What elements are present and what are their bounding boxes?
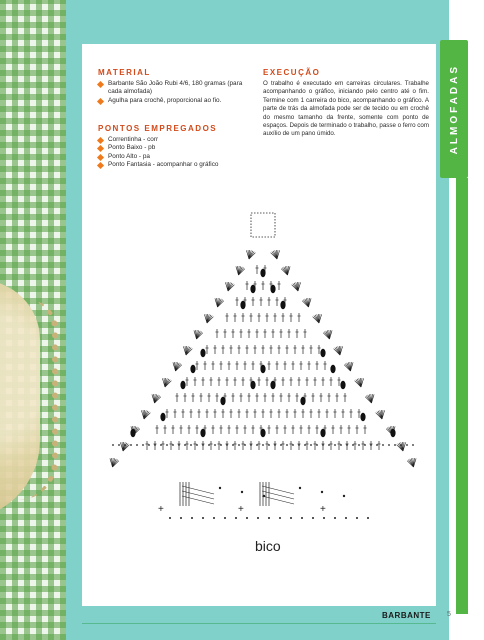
chain-dot <box>412 444 414 446</box>
picot-diagonal <box>182 491 214 499</box>
bobble-stitch <box>320 429 325 437</box>
chain-dot <box>382 444 384 446</box>
pontos-item <box>98 136 258 144</box>
chain-dot <box>219 487 221 489</box>
chain-dot <box>292 444 294 446</box>
crochet-pillow-edge <box>18 300 58 500</box>
material-heading: MATERIAL <box>98 68 151 77</box>
bobble-stitch <box>180 381 185 389</box>
chain-dot <box>180 517 182 519</box>
chain-dot <box>274 444 276 446</box>
plus-mark: + <box>158 504 164 515</box>
pontos-item <box>98 161 258 169</box>
material-item-text: Barbante São João Rubi 4/6, 180 gramas (para cada almofada) <box>108 80 243 96</box>
chain-dot <box>235 517 237 519</box>
chain-dot <box>358 444 360 446</box>
pontos-heading: PONTOS EMPREGADOS <box>98 124 218 133</box>
execucao-paragraph: O trabalho é executado em carreiras circulares. Trabalhe acompanhando o gráfico, iniciando pelo centro até o fim. Termine com 1 carreira do bico, acompanhando o gráfico. A parte de trás da almofada pode ser de tecido ou em crochê do mesmo tamanho da frente, somente com ponto de espaços. Depois de terminado o trabalho, passe o ferro com auxílio de um pano úmido. <box>263 80 429 138</box>
chain-dot <box>232 444 234 446</box>
picot-diagonal <box>182 486 214 494</box>
chain-dot <box>394 444 396 446</box>
chain-dot <box>190 444 192 446</box>
picot-diagonal <box>262 486 294 494</box>
bico-caption: bico <box>255 538 281 554</box>
chain-dot <box>299 487 301 489</box>
execucao-heading: EXECUÇÃO <box>263 68 321 77</box>
chain-dot <box>321 491 323 493</box>
chain-dot <box>184 444 186 446</box>
chain-dot <box>268 517 270 519</box>
chain-dot <box>316 444 318 446</box>
chain-dot <box>400 444 402 446</box>
chain-dot <box>169 517 171 519</box>
bobble-stitch <box>250 381 255 389</box>
bullet-icon <box>97 137 104 144</box>
bobble-stitch <box>260 429 265 437</box>
bobble-stitch <box>260 269 265 277</box>
bullet-icon <box>97 162 104 169</box>
bobble-stitch <box>280 301 285 309</box>
chain-dot <box>268 444 270 446</box>
footer-brand: BARBANTE <box>382 611 431 620</box>
bobble-stitch <box>270 285 275 293</box>
chain-dot <box>226 444 228 446</box>
bullet-icon <box>97 145 104 152</box>
chain-dot <box>136 444 138 446</box>
chain-dot <box>323 517 325 519</box>
chain-dot <box>367 517 369 519</box>
material-item <box>98 97 248 105</box>
chain-dot <box>340 444 342 446</box>
material-item <box>98 80 248 97</box>
chain-dot <box>262 444 264 446</box>
bullet-icon <box>97 81 104 88</box>
bico-diagram <box>150 476 370 524</box>
bobble-stitch <box>130 429 135 437</box>
bobble-stitch <box>240 301 245 309</box>
bobble-stitch <box>200 349 205 357</box>
section-tab-label: ALMOFADAS <box>448 63 460 155</box>
chain-dot <box>213 517 215 519</box>
pontos-item-text: Ponto Alto - pa <box>108 152 150 160</box>
chain-dot <box>202 517 204 519</box>
chain-dot <box>241 491 243 493</box>
chain-dot <box>356 517 358 519</box>
chain-dot <box>345 517 347 519</box>
bobble-stitch <box>340 381 345 389</box>
chain-dot <box>214 444 216 446</box>
footer-rule <box>82 623 436 624</box>
chain-dot <box>352 444 354 446</box>
bobble-stitch <box>330 365 335 373</box>
pontos-item <box>98 153 258 161</box>
bobble-stitch <box>190 365 195 373</box>
material-list <box>98 80 248 105</box>
bobble-stitch <box>390 429 395 437</box>
chain-dot <box>208 444 210 446</box>
bullet-icon <box>97 98 104 105</box>
chain-dot <box>388 444 390 446</box>
pontos-item-text: Ponto Baixo - pb <box>108 144 156 152</box>
chain-dot <box>238 444 240 446</box>
chain-dot <box>148 444 150 446</box>
chain-dot <box>220 444 222 446</box>
chain-dot <box>301 517 303 519</box>
chain-dot <box>406 444 408 446</box>
bobble-stitch <box>250 285 255 293</box>
bobble-stitch <box>270 381 275 389</box>
chain-dot <box>376 444 378 446</box>
bobble-stitch <box>300 397 305 405</box>
chain-dot <box>280 444 282 446</box>
section-tab-label-wrap <box>440 40 468 178</box>
chain-dot <box>364 444 366 446</box>
chain-dot <box>334 517 336 519</box>
chain-dot <box>370 444 372 446</box>
chain-dot <box>130 444 132 446</box>
chain-dot <box>244 444 246 446</box>
chain-dot <box>334 444 336 446</box>
bobble-stitch <box>320 349 325 357</box>
chain-dot <box>257 517 259 519</box>
chain-dot <box>256 444 258 446</box>
chain-dot <box>224 517 226 519</box>
chain-dot <box>196 444 198 446</box>
chain-dot <box>142 444 144 446</box>
chain-dot <box>202 444 204 446</box>
bullet-icon <box>97 154 104 161</box>
picot-diagonal <box>182 496 214 504</box>
picot-diagonal <box>262 496 294 504</box>
bobble-stitch <box>200 429 205 437</box>
bobble-stitch <box>260 365 265 373</box>
chain-dot <box>124 444 126 446</box>
chain-dot <box>312 517 314 519</box>
page-number: 5 <box>447 611 451 618</box>
chain-dot <box>304 444 306 446</box>
crochet-diagram <box>98 205 428 470</box>
chain-ring <box>251 213 275 237</box>
green-side-rail <box>456 178 468 614</box>
chain-dot <box>172 444 174 446</box>
chain-dot <box>328 444 330 446</box>
picot-diagonal <box>262 491 294 499</box>
chain-dot <box>310 444 312 446</box>
chain-dot <box>191 517 193 519</box>
material-item-text: Agulha para crochê, proporcional ao fio. <box>108 96 222 104</box>
chain-dot <box>250 444 252 446</box>
chain-dot <box>279 517 281 519</box>
chain-dot <box>112 444 114 446</box>
chain-dot <box>178 444 180 446</box>
chain-dot <box>246 517 248 519</box>
pontos-item <box>98 144 258 152</box>
chain-dot <box>343 495 345 497</box>
chain-dot <box>154 444 156 446</box>
chain-dot <box>166 444 168 446</box>
chain-dot <box>160 444 162 446</box>
chain-dot <box>286 444 288 446</box>
bobble-stitch <box>220 397 225 405</box>
chain-dot <box>322 444 324 446</box>
bobble-stitch <box>360 413 365 421</box>
chain-dot <box>290 517 292 519</box>
chain-dot <box>118 444 120 446</box>
plus-mark: + <box>320 504 326 515</box>
pontos-item-text: Ponto Fantasia - acompanhar o gráfico <box>108 161 219 169</box>
pontos-list <box>98 136 258 170</box>
plus-mark: + <box>238 504 244 515</box>
pontos-item-text: Correntinha - corr <box>108 136 159 143</box>
chain-dot <box>346 444 348 446</box>
bobble-stitch <box>160 413 165 421</box>
chain-dot <box>298 444 300 446</box>
